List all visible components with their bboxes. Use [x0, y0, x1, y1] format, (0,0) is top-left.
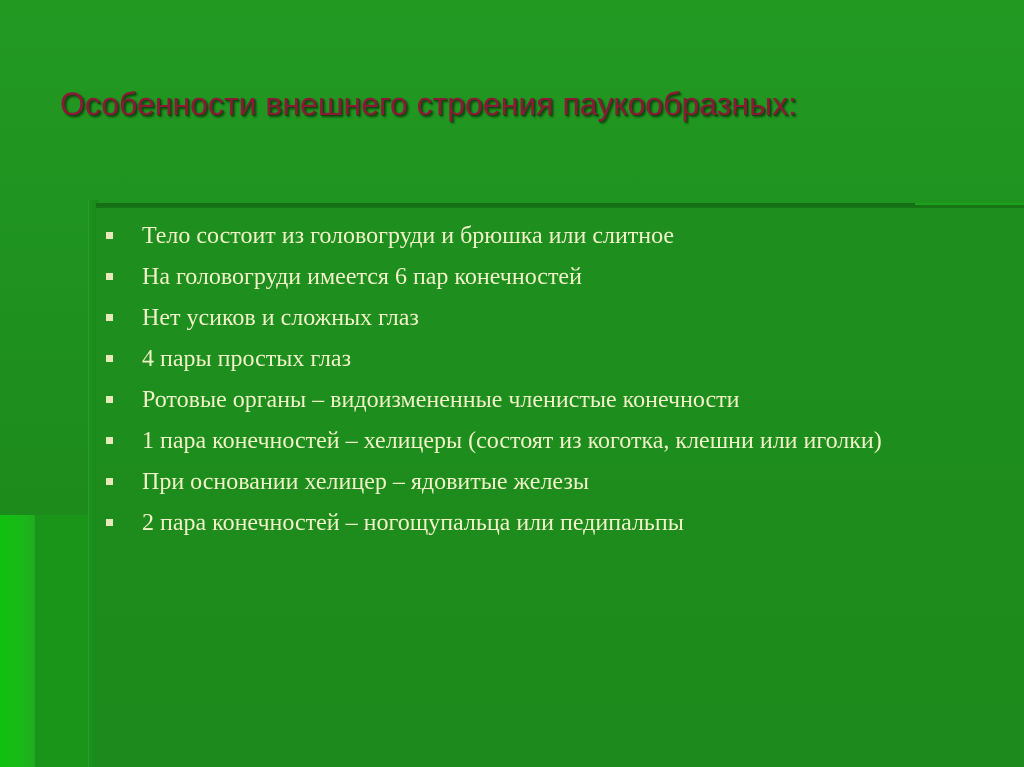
square-bullet-icon: [106, 232, 113, 239]
bullet-item: [106, 259, 966, 295]
bullet-text: Тело состоит из головогруди и брюшка или слитное: [142, 223, 675, 249]
bullet-text: Нет усиков и сложных глаз: [142, 305, 419, 331]
bullet-item: [106, 505, 966, 541]
bullet-item: [106, 464, 966, 500]
square-bullet-icon: [106, 314, 113, 321]
bullet-item: [106, 382, 966, 418]
bullet-item: [106, 423, 966, 459]
square-bullet-icon: [106, 273, 113, 280]
bullet-item: [106, 341, 966, 377]
square-bullet-icon: [106, 396, 113, 403]
panel-top-border-right: [915, 203, 1024, 205]
square-bullet-icon: [106, 519, 113, 526]
bullet-list: [106, 218, 966, 546]
bullet-text: На головогруди имеется 6 пар конечностей: [142, 264, 582, 290]
square-bullet-icon: [106, 478, 113, 485]
slide-title: Особенности внешнего строения паукообразных:: [60, 86, 797, 122]
bullet-text: 2 пара конечностей – ногощупальца или педипальпы: [142, 510, 684, 536]
square-bullet-icon: [106, 437, 113, 444]
bullet-item: [106, 300, 966, 336]
bullet-item: [106, 218, 966, 254]
bullet-text: 4 пары простых глаз: [142, 346, 352, 372]
square-bullet-icon: [106, 355, 113, 362]
bullet-text: Ротовые органы – видоизмененные членистые конечности: [142, 387, 740, 413]
bullet-text: При основании хелицер – ядовитые железы: [142, 469, 589, 495]
panel-top-border: [96, 203, 916, 206]
bullet-text: 1 пара конечностей – хелицеры (состоят из коготка, клешни или иголки): [142, 428, 882, 454]
